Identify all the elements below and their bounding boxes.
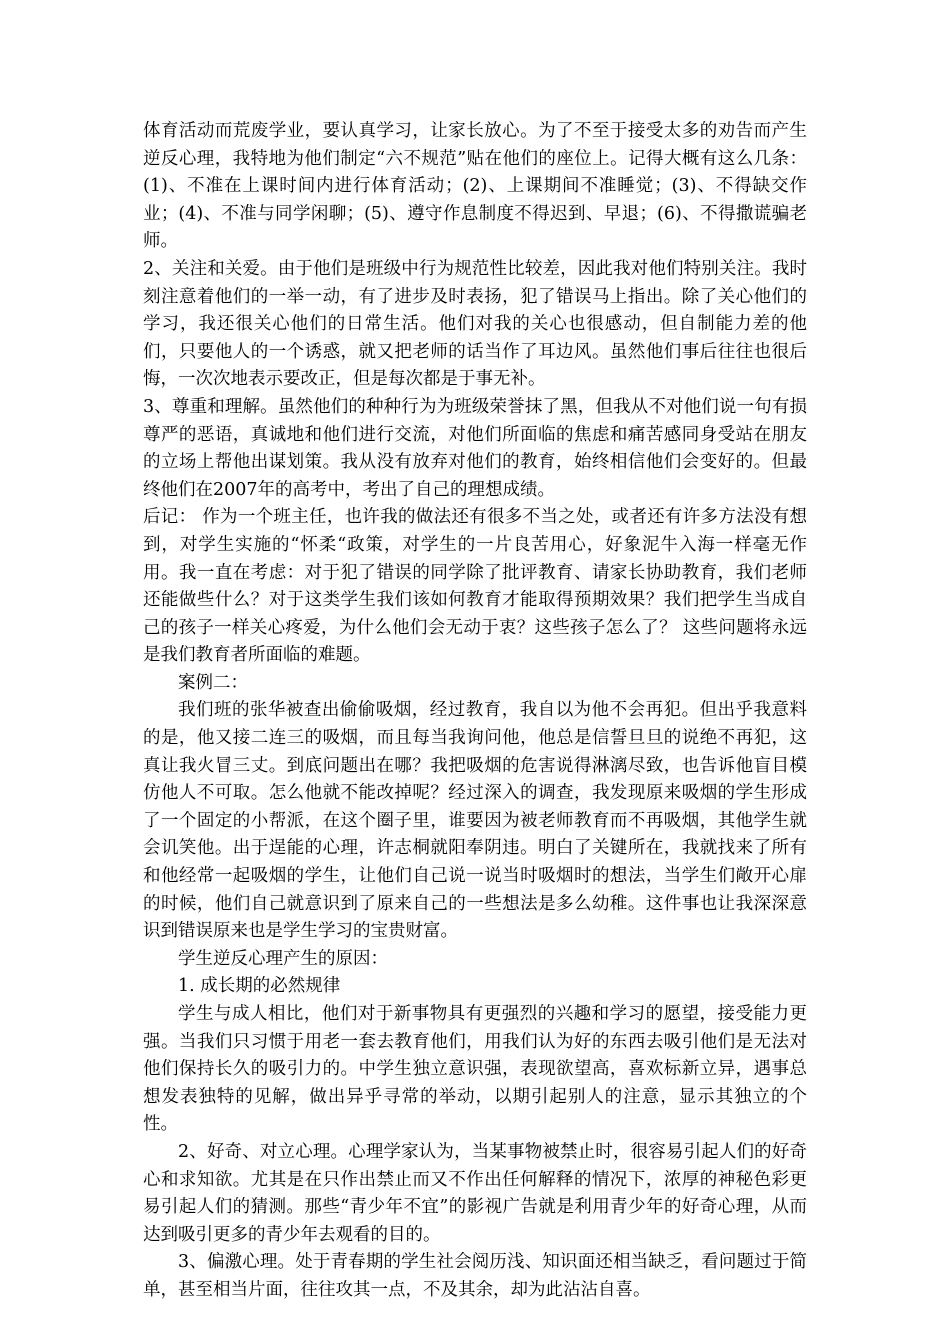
paragraph-respect-and-understanding: 3、尊重和理解。虽然他们的种种行为为班级荣誉抹了黑，但我从不对他们说一句有损尊严的恶语，真诚地和他们进行交流，对他们所面临的焦虑和痛苦感同身受站在朋友的立场上帮他出谋划策。我从没有放弃对他们的教育，始终相信他们会变好的。但最终他们在2007年的高考中，考出了自己的理想成绩。	[143, 396, 807, 500]
cause-heading-growth-period: 1. 成长期的必然规律	[178, 976, 341, 997]
paragraph-extreme-psychology: 3、偏激心理。处于青春期的学生社会阅历浅、知识面还相当缺乏，看问题过于简单，甚至相当片面，往往攻其一点，不及其余，却为此沾沾自喜。	[143, 1252, 807, 1300]
paragraph-curiosity-opposition: 2、好奇、对立心理。心理学家认为，当某事物被禁止时，很容易引起人们的好奇心和求知欲。尤其是在只作出禁止而又不作出任何解释的情况下，浓厚的神秘色彩更易引起人们的猜测。那些“青少年不宜”的影视广告就是利用青少年的好奇心理，从而达到吸引更多的青少年去观看的目的。	[143, 1141, 807, 1245]
paragraph-care-and-concern: 2、关注和关爱。由于他们是班级中行为规范性比较差，因此我对他们特别关注。我时刻注意着他们的一举一动，有了进步及时表扬，犯了错误马上指出。除了关心他们的学习，我还很关心他们的日常生活。他们对我的关心也很感动，但自制能力差的他们，只要他人的一个诱惑，就又把老师的话当作了耳边风。虽然他们事后往往也很后悔，一次次地表示要改正，但是每次都是于事无补。	[143, 258, 807, 390]
section-heading-causes: 学生逆反心理产生的原因：	[178, 948, 388, 969]
document-page	[143, 118, 807, 1305]
paragraph-six-rules-continuation: 体育活动而荒废学业，要认真学习，让家长放心。为了不至于接受太多的劝告而产生逆反心理，我特地为他们制定“六不规范”贴在他们的座位上。记得大概有这么几条：(1)、不准在上课时间内进行体育活动；(2)、上课期间不准睡觉；(3)、不得缺交作业；(4)、不准与同学闲聊；(5)、遵守作息制度不得迟到、早退；(6)、不得撒谎骗老师。	[143, 121, 807, 252]
paragraph-postscript: 后记： 作为一个班主任，也许我的做法还有很多不当之处，或者还有许多方法没有想到，对学生实施的“怀柔“政策，对学生的一片良苦用心，好象泥牛入海一样毫无作用。我一直在考虑：对于犯了错误的同学除了批评教育、请家长协助教育，我们老师还能做些什么？对于这类学生我们该如何教育才能取得预期效果？我们把学生当成自己的孩子一样关心疼爱，为什么他们会无动于衷？这些孩子怎么了？ 这些问题将永远是我们教育者所面临的难题。	[143, 507, 807, 666]
case-two-heading: 案例二：	[178, 672, 248, 693]
paragraph-growth-period: 学生与成人相比，他们对于新事物具有更强烈的兴趣和学习的愿望，接受能力更强。当我们只习惯于用老一套去教育他们，用我们认为好的东西去吸引他们是无法对他们保持长久的吸引力的。中学生独立意识强，表现欲望高，喜欢标新立异，遇事总想发表独特的见解，做出异乎寻常的举动，以期引起别人的注意，显示其独立的个性。	[143, 1004, 807, 1135]
paragraph-case-two-body: 我们班的张华被查出偷偷吸烟，经过教育，我自以为他不会再犯。但出乎我意料的是，他又接二连三的吸烟，而且每当我询问他，他总是信誓旦旦的说绝不再犯，这真让我火冒三丈。到底问题出在哪？我把吸烟的危害说得淋漓尽致，也告诉他盲目模仿他人不可取。怎么他就不能改掉呢？经过深入的调查，我发现原来吸烟的学生形成了一个固定的小帮派，在这个圈子里，谁要因为被老师教育而不再吸烟，其他学生就会讥笑他。出于逞能的心理，许志桐就阳奉阴违。明白了关键所在，我就找来了所有和他经常一起吸烟的学生，让他们自己说一说当时吸烟时的想法，当学生们敞开心扉的时候，他们自己就意识到了原来自己的一些想法是多么幼稚。这件事也让我深深意识到错误原来也是学生学习的宝贵财富。	[143, 700, 807, 942]
